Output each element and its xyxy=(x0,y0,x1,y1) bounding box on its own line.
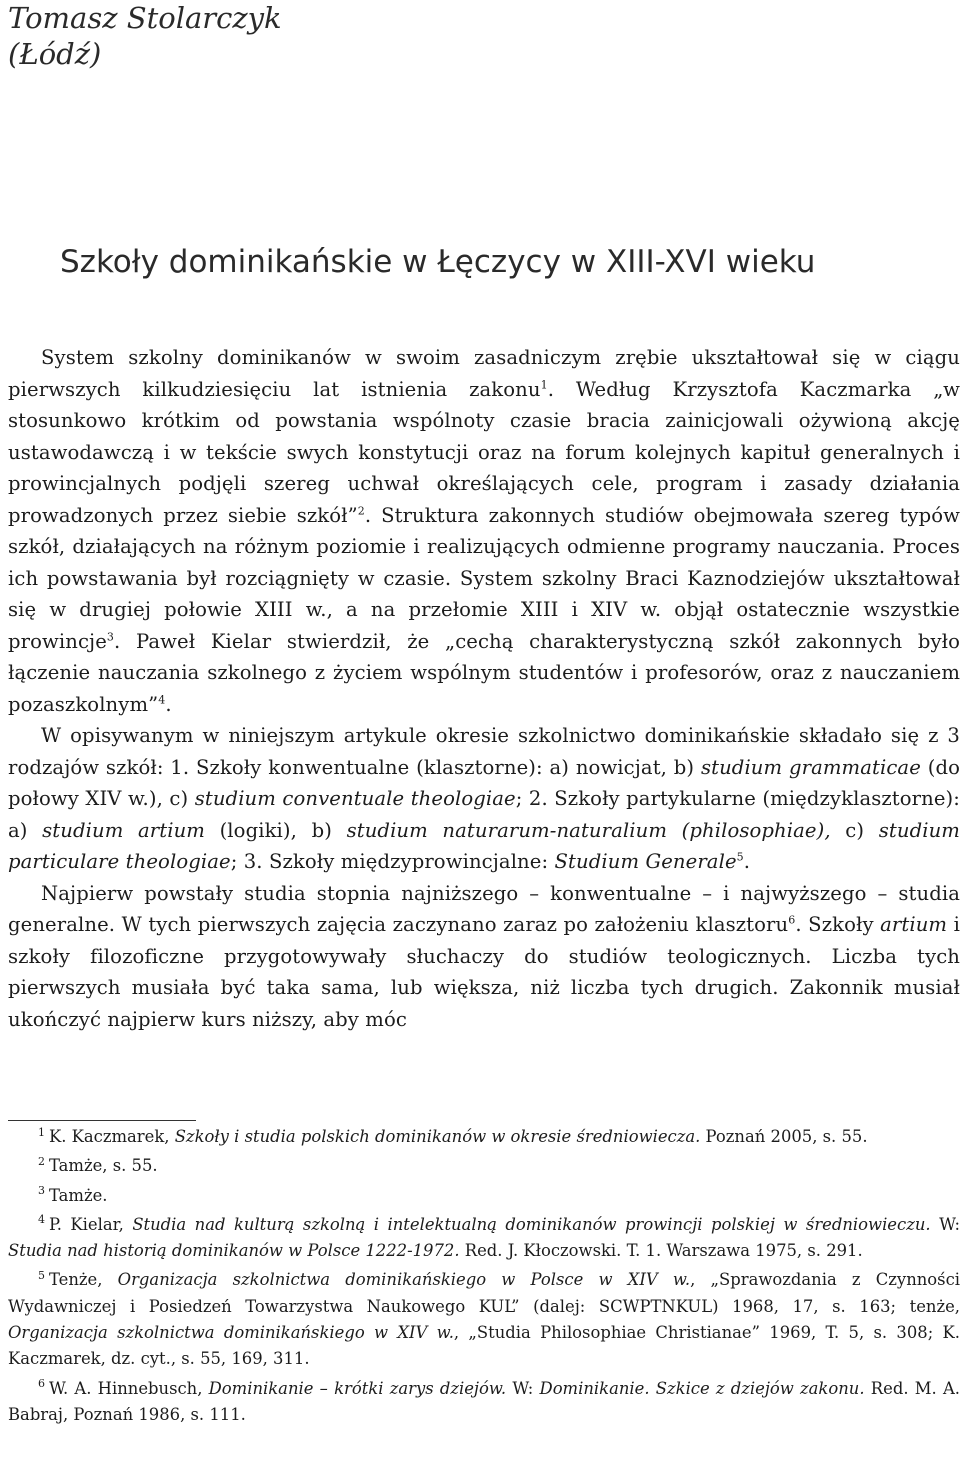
text-run: (do połowy XIV w.), c) xyxy=(8,755,960,810)
footnotes xyxy=(8,1124,960,1428)
text-run: Red. M. A. Babraj, Poznań 1986, s. 111. xyxy=(8,1378,960,1424)
italic-term: studium grammaticae xyxy=(700,755,921,779)
footnote-number: 5 xyxy=(38,1269,45,1283)
text-run: W: xyxy=(506,1378,540,1398)
text-run: . Struktura zakonnych studiów obejmowała szereg typów szkół, działających na różnym poziomie i realizujących odmienne programy nauczania. Proces ich powstawania był rozciągnięty w czasie. System szkolny Braci Kaznodziejów ukształtował się w drugiej połowie XIII w., a na przełomie XIII i XIV w. objął ostatecznie wszystkie prowincje xyxy=(8,503,960,653)
text-run: P. Kielar, xyxy=(49,1214,133,1234)
footnote-number: 3 xyxy=(38,1184,45,1198)
text-run: Poznań 2005, s. 55. xyxy=(700,1127,868,1146)
paragraph-2 xyxy=(8,720,960,878)
footnote-number: 6 xyxy=(38,1377,45,1391)
italic-term: Organizacja szkolnictwa dominikańskiego w Polsce w XIV w. xyxy=(117,1270,691,1290)
text-run: Tenże, xyxy=(49,1270,118,1290)
text-run: . xyxy=(743,850,751,873)
text-run: System szkolny dominikanów w swoim zasadniczym zrębie ukształtował się w ciągu pierwszych kilkudziesięciu lat istnienia zakonu xyxy=(8,346,960,401)
text-run: ; 3. Szkoły międzyprowincjalne: xyxy=(230,850,555,873)
footnote-3 xyxy=(8,1183,960,1209)
italic-term: Dominikanie. Szkice z dziejów zakonu. xyxy=(539,1378,865,1398)
paragraph-3 xyxy=(8,878,960,1036)
text-run: . Szkoły xyxy=(795,913,881,936)
text-run: i szkoły filozoficzne przygotowywały słuchaczy do studiów teologicznych. Liczba tych pierwszych musiała być taka sama, lub większa, niż liczba tych drugich. Zakonnik musiał ukończyć najpierw kurs niższy, aby móc xyxy=(8,913,960,1031)
text-run: Tamże. xyxy=(49,1185,108,1205)
text-run: Red. J. Kłoczowski. T. 1. Warszawa 1975, s. 291. xyxy=(459,1241,863,1261)
italic-term: artium xyxy=(880,913,948,936)
footnote-ref-1[interactable]: 1 xyxy=(540,377,548,391)
italic-term: Organizacja szkolnictwa dominikańskiego w XIV w. xyxy=(8,1323,454,1343)
footnote-ref-3[interactable]: 3 xyxy=(106,629,115,643)
italic-term: studium naturarum-naturalium (philosophiae), xyxy=(346,818,831,842)
text-run: . Paweł Kielar stwierdził, że „cechą charakterystyczną szkół zakonnych było łączenie nauczania szkolnego z życiem wspólnym studentów i profesorów, oraz z nauczaniem pozaszkolnym” xyxy=(8,629,960,716)
text-run: Najpierw powstały studia stopnia najniższego – konwentualne – i najwyższego – studia generalne. W tych pierwszych zajęcia zaczynano zaraz po założeniu klasztoru xyxy=(8,881,960,936)
footnote-6 xyxy=(8,1376,960,1429)
footnote-number: 2 xyxy=(38,1154,45,1168)
footnote-2 xyxy=(8,1153,960,1179)
text-run: , „Studia Philosophiae Christianae” 1969, T. 5, s. 308; K. Kaczmarek, dz. cyt., s. 55, 169, 311. xyxy=(8,1323,960,1369)
footnote-ref-6[interactable]: 6 xyxy=(788,913,796,927)
paragraph-1 xyxy=(8,342,960,720)
italic-term: Studia nad historią dominikanów w Polsce 1222-1972. xyxy=(8,1241,460,1261)
author-affiliation: (Łódź) xyxy=(8,37,102,71)
text-run: . Według Krzysztofa Kaczmarka „w stosunkowo krótkim od powstania wspólnoty czasie bracia zainicjowali ożywioną akcję ustawodawczą i w tekście swych konstytucji oraz na forum kolejnych kapituł generalnych i prowincjalnych podjęli szereg uchwał określających cele, program i zasady działania prowadzonych przez siebie szkół” xyxy=(8,377,960,527)
footnote-divider xyxy=(8,1120,196,1121)
text-run: (logiki), b) xyxy=(204,818,347,842)
text-run: c) xyxy=(830,818,879,842)
article-body xyxy=(8,342,960,1035)
text-run: W. A. Hinnebusch, xyxy=(49,1378,209,1398)
italic-term: Studium Generale xyxy=(554,850,737,873)
text-run: ; 2. Szkoły partykularne (międzyklasztorne): a) xyxy=(8,787,960,842)
italic-term: studium particulare theologiae xyxy=(8,818,960,873)
italic-term: Studia nad kulturą szkolną i intelektualną dominikanów prowincji polskiej w średniowieczu. xyxy=(132,1214,931,1234)
text-run: Tamże, s. 55. xyxy=(49,1156,158,1176)
text-run: W: xyxy=(930,1214,960,1234)
footnote-ref-4[interactable]: 4 xyxy=(158,692,166,706)
text-run: . xyxy=(165,692,172,716)
text-run: , „Sprawozdania z Czynności Wydawniczej i Posiedzeń Towarzystwa Naukowego KUL” (dalej: SCWPTNKUL) 1968, 17, s. 163; tenże, xyxy=(8,1270,960,1316)
footnote-ref-5[interactable]: 5 xyxy=(736,850,744,864)
text-run: K. Kaczmarek, xyxy=(49,1127,175,1146)
footnote-1 xyxy=(8,1124,960,1150)
footnote-number: 1 xyxy=(38,1125,45,1139)
italic-term: Dominikanie – krótki zarys dziejów. xyxy=(208,1378,507,1398)
italic-term: studium artium xyxy=(42,818,205,842)
footnote-4 xyxy=(8,1212,960,1265)
footnote-5 xyxy=(8,1267,960,1372)
italic-term: Szkoły i studia polskich dominikanów w okresie średniowiecza. xyxy=(174,1127,701,1146)
text-run: W opisywanym w niniejszym artykule okresie szkolnictwo dominikańskie składało się z 3 rodzajów szkół: 1. Szkoły konwentualne (klasztorne): a) nowicjat, b) xyxy=(8,724,960,779)
article-title: Szkoły dominikańskie w Łęczycy w XIII-XVI wieku xyxy=(60,244,816,280)
author-name: Tomasz Stolarczyk xyxy=(8,1,282,35)
italic-term: studium conventuale theologiae xyxy=(194,787,516,810)
footnote-number: 4 xyxy=(38,1213,45,1227)
footnote-ref-2[interactable]: 2 xyxy=(357,503,365,517)
author-block xyxy=(8,0,282,72)
